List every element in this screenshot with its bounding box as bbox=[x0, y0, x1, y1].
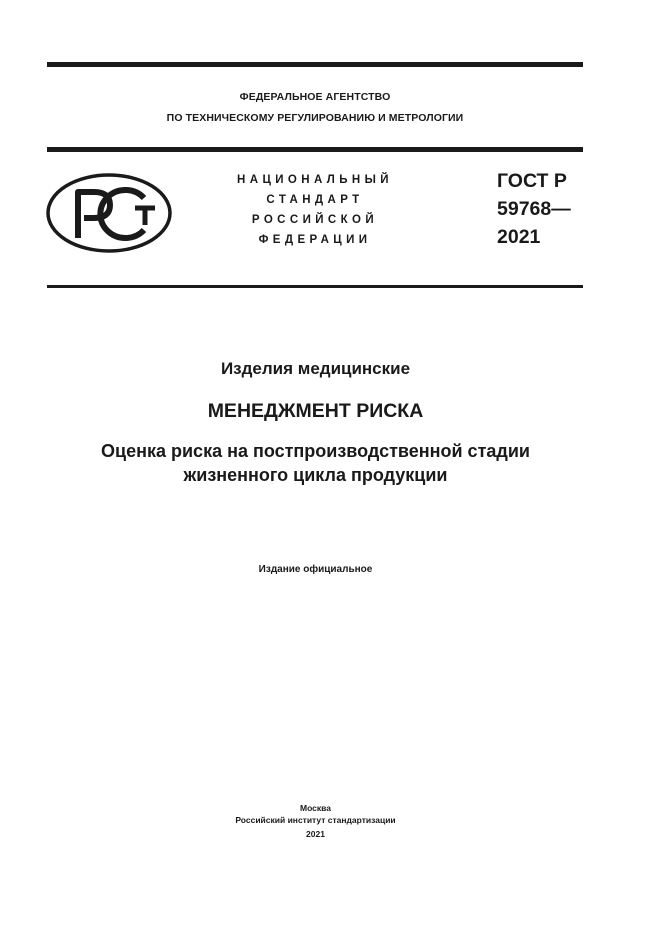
document-subtitle-line1: Оценка риска на постпроизводственной стадии bbox=[101, 441, 530, 461]
header-divider bbox=[47, 147, 583, 152]
national-standard-line3: РОССИЙСКОЙ bbox=[251, 214, 379, 226]
imprint-publisher: Российский институт стандартизации bbox=[235, 815, 396, 825]
document-category: Изделия медицинские bbox=[220, 359, 411, 378]
gost-r-logo bbox=[46, 172, 174, 254]
document-main-title: МЕНЕДЖМЕНТ РИСКА bbox=[207, 400, 424, 422]
standard-designation-line3: 2021 bbox=[497, 226, 541, 248]
standard-designation-line1: ГОСТ Р bbox=[497, 170, 567, 192]
imprint-city: Москва bbox=[300, 803, 331, 813]
agency-name-line2: ПО ТЕХНИЧЕСКОМУ РЕГУЛИРОВАНИЮ И МЕТРОЛОГИИ bbox=[166, 112, 464, 124]
national-standard-line1: НАЦИОНАЛЬНЫЙ bbox=[237, 174, 393, 186]
national-standard-line4: ФЕДЕРАЦИИ bbox=[258, 234, 372, 246]
agency-name-line1: ФЕДЕРАЛЬНОЕ АГЕНТСТВО bbox=[239, 91, 391, 103]
masthead-bottom-divider bbox=[47, 285, 583, 288]
edition-note: Издание официальное bbox=[258, 564, 373, 575]
standard-designation-line2: 59768— bbox=[497, 198, 571, 220]
document-subtitle-line2: жизненного цикла продукции bbox=[183, 465, 448, 485]
top-divider bbox=[47, 62, 583, 67]
national-standard-line2: СТАНДАРТ bbox=[266, 194, 364, 206]
imprint-year: 2021 bbox=[306, 829, 325, 839]
